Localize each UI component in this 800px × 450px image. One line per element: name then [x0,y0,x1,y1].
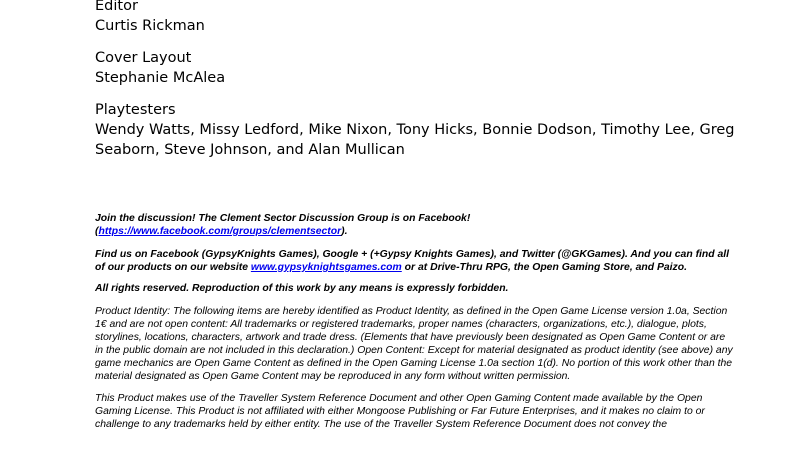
credit-playtesters [95,100,735,160]
credit-names: Curtis Rickman [95,18,205,34]
legal-section [95,212,735,441]
close-paren: ). [341,226,348,237]
credit-names-line: Wendy Watts, Missy Ledford, Mike Nixon, Tony Hicks, Bonnie Dodson, Timothy Lee, Greg [95,122,735,138]
credit-names-line: Seaborn, Steve Johnson, and Alan Mullican [95,142,405,158]
credits-section [95,0,735,172]
credit-editor [95,0,735,36]
rights-paragraph: All rights reserved. Reproduction of this work by any means is expressly forbidden. [95,283,509,294]
find-us-tail: or at Drive-Thru RPG, the Open Gaming Store, and Paizo. [401,262,687,273]
facebook-group-link[interactable]: https://www.facebook.com/groups/clementsector [98,226,342,237]
product-identity-paragraph: Product Identity: The following items are hereby identified as Product Identity, as defined in the Open Game License version 1.0a, Section 1€ and are not open content: All trademarks or registered trademarks, proper names (characters, organizations, etc.), dialogue, plots, storylines, locations, characters, artwork and trade dress. (Elements that have previously been designated as Open Game Content or are in the public domain are not included in this declaration.) Open Content: Except for material designated as product identity (see above) any game mechanics are Open Game Content as defined in the Open Gaming License 1.0a section 1(d). No portion of this work other than the material designated as Open Game Content may be reproduced in any form without written permission. [95,306,733,382]
find-us-paragraph [95,248,735,274]
credit-names: Stephanie McAlea [95,70,226,86]
credit-role: Playtesters [95,102,176,118]
credit-role: Cover Layout [95,50,192,66]
website-link[interactable]: www.gypsyknightsgames.com [250,262,402,273]
credit-cover-layout [95,48,735,88]
srd-notice-paragraph: This Product makes use of the Traveller System Reference Document and other Open Gaming Content made available by the Open Gaming License. This Product is not affiliated with either Mongoose Publishing or Far Future Enterprises, and it makes no claim to or challenge to any trademarks held by either entity. The use of the Traveller System Reference Document does not convey the [95,393,705,430]
discussion-text: Join the discussion! The Clement Sector Discussion Group is on Facebook! [95,213,471,224]
find-us-text: Find us on Facebook (GypsyKnights Games), Google + (+Gypsy Knights Games), and Twitter (@GKGames). And you can find all of our products on our website [95,249,730,273]
discussion-paragraph [95,212,735,238]
open-paren: ( [95,226,99,237]
credit-role: Editor [95,0,138,14]
